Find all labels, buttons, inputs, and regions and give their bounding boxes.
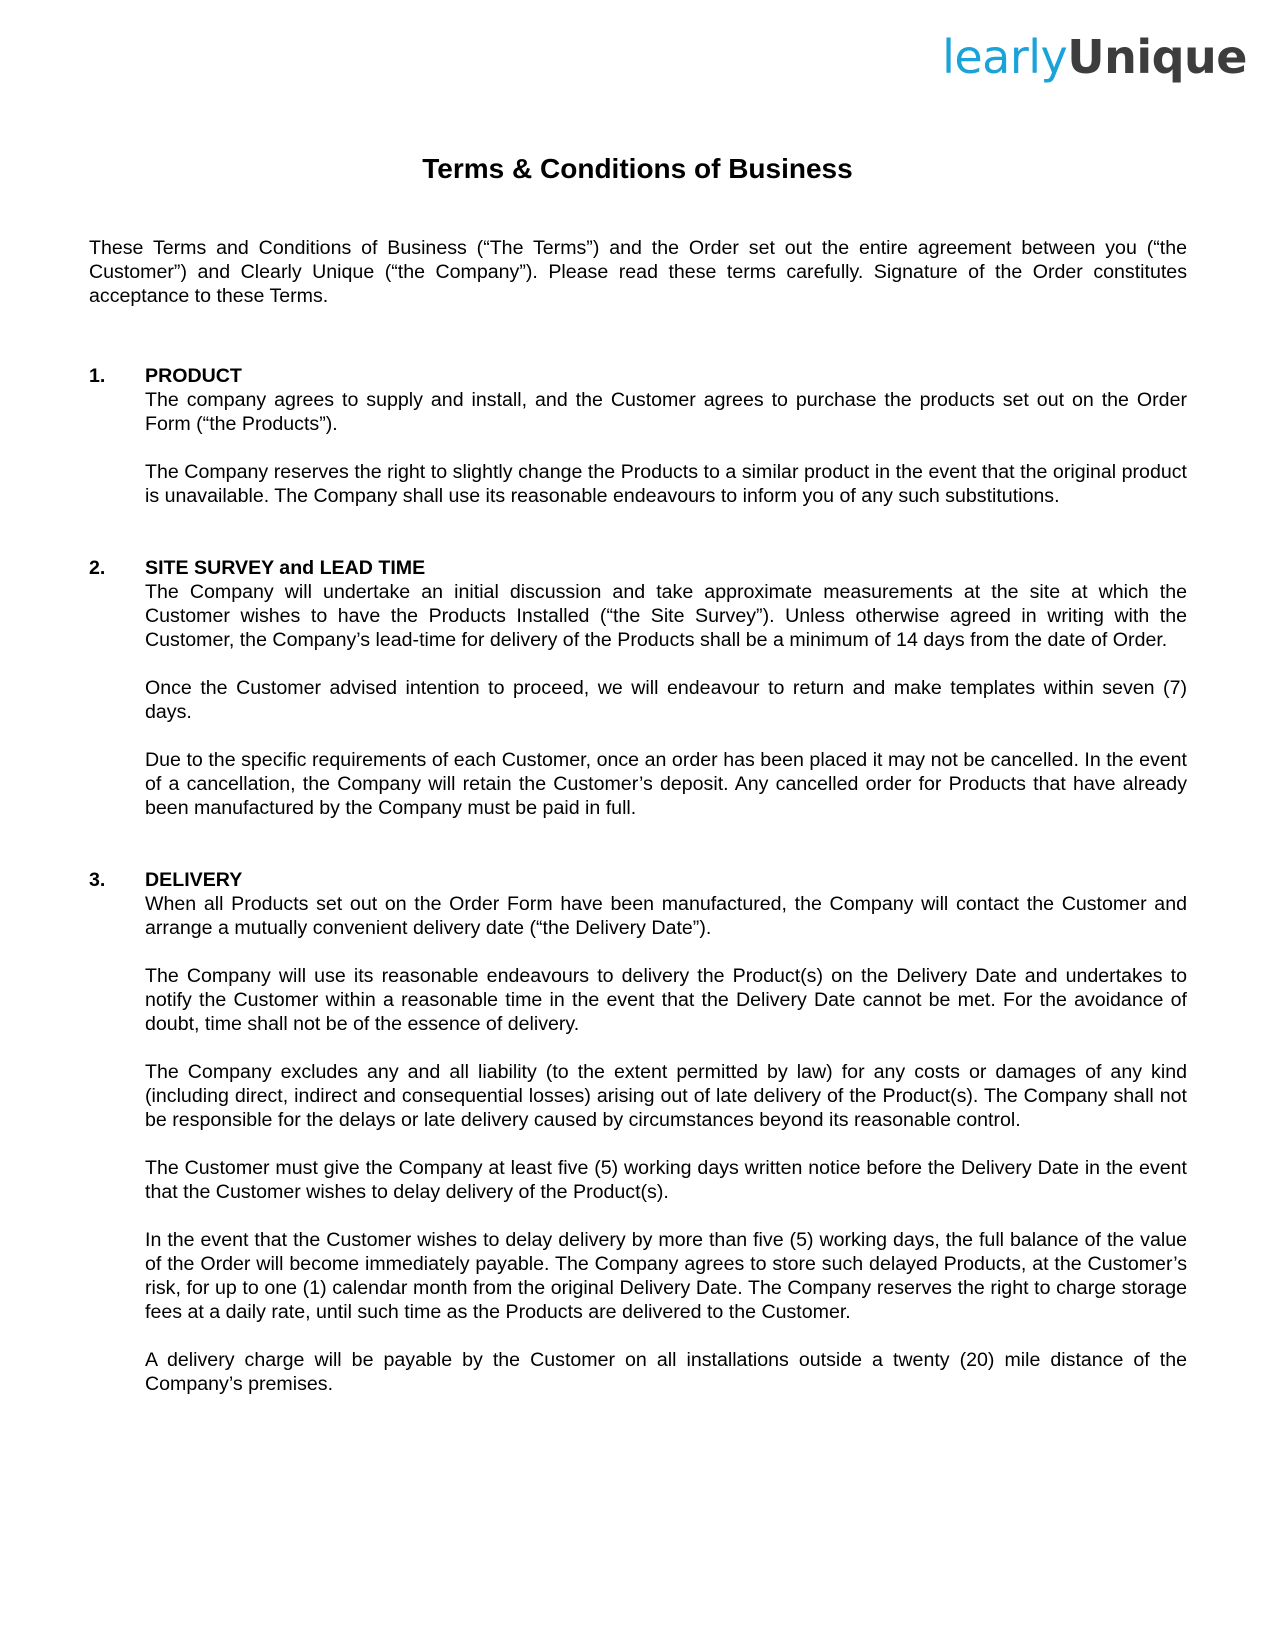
section-paragraph: The Company reserves the right to slightly change the Products to a similar product in the event that the original product is unavailable. The Company shall use its reasonable endeavours to inform you of any such substitutions.	[145, 461, 1187, 507]
section-number: 1.	[89, 365, 106, 387]
section-heading: SITE SURVEY and LEAD TIME	[145, 557, 426, 579]
section-site-survey	[89, 556, 1187, 820]
section-product	[89, 364, 1187, 508]
section-paragraph: The company agrees to supply and install, and the Customer agrees to purchase the products set out on the Order Form (“the Products”).	[145, 389, 1187, 435]
section-body	[145, 364, 1187, 508]
section-paragraph: The Company excludes any and all liability (to the extent permitted by law) for any costs or damages of any kind (including direct, indirect and consequential losses) arising out of late delivery of the Product(s). The Company shall not be responsible for the delays or late delivery caused by circumstances beyond its reasonable control.	[145, 1061, 1187, 1131]
section-delivery	[89, 868, 1187, 1396]
section-paragraph: A delivery charge will be payable by the Customer on all installations outside a twenty (20) mile distance of the Company’s premises.	[145, 1349, 1187, 1395]
section-paragraph: Once the Customer advised intention to proceed, we will endeavour to return and make templates within seven (7) days.	[145, 677, 1187, 723]
section-paragraph: The Customer must give the Company at least five (5) working days written notice before the Delivery Date in the event that the Customer wishes to delay delivery of the Product(s).	[145, 1157, 1187, 1203]
section-number: 2.	[89, 557, 106, 579]
section-heading: DELIVERY	[145, 869, 243, 891]
intro-paragraph: These Terms and Conditions of Business (“The Terms”) and the Order set out the entire agreement between you (“the Customer”) and Clearly Unique (“the Company”). Please read these terms carefully. Signature of the Order constitutes acceptance to these Terms.	[89, 237, 1187, 307]
section-paragraph: When all Products set out on the Order Form have been manufactured, the Company will contact the Customer and arrange a mutually convenient delivery date (“the Delivery Date”).	[145, 893, 1187, 939]
company-logo	[942, 30, 1247, 84]
section-paragraph: The Company will undertake an initial discussion and take approximate measurements at the site at which the Customer wishes to have the Products Installed (“the Site Survey”). Unless otherwise agreed in writing with the Customer, the Company’s lead-time for delivery of the Products shall be a minimum of 14 days from the date of Order.	[145, 581, 1187, 651]
document-title: Terms & Conditions of Business	[422, 153, 853, 184]
section-heading: PRODUCT	[145, 365, 242, 387]
section-body	[145, 868, 1187, 1396]
section-paragraph: The Company will use its reasonable endeavours to delivery the Product(s) on the Delivery Date and undertakes to notify the Customer within a reasonable time in the event that the Delivery Date cannot be met. For the avoidance of doubt, time shall not be of the essence of delivery.	[145, 965, 1187, 1035]
section-paragraph: Due to the specific requirements of each Customer, once an order has been placed it may not be cancelled. In the event of a cancellation, the Company will retain the Customer’s deposit. Any cancelled order for Products that have already been manufactured by the Company must be paid in full.	[145, 749, 1187, 819]
section-body	[145, 556, 1187, 820]
section-number: 3.	[89, 869, 106, 891]
document-body	[89, 236, 1187, 1444]
logo-text-part1: learly	[942, 30, 1068, 84]
logo-text-part2: Unique	[1067, 30, 1247, 84]
section-paragraph: In the event that the Customer wishes to delay delivery by more than five (5) working days, the full balance of the value of the Order will become immediately payable. The Company agrees to store such delayed Products, at the Customer’s risk, for up to one (1) calendar month from the original Delivery Date. The Company reserves the right to charge storage fees at a daily rate, until such time as the Products are delivered to the Customer.	[145, 1229, 1187, 1323]
